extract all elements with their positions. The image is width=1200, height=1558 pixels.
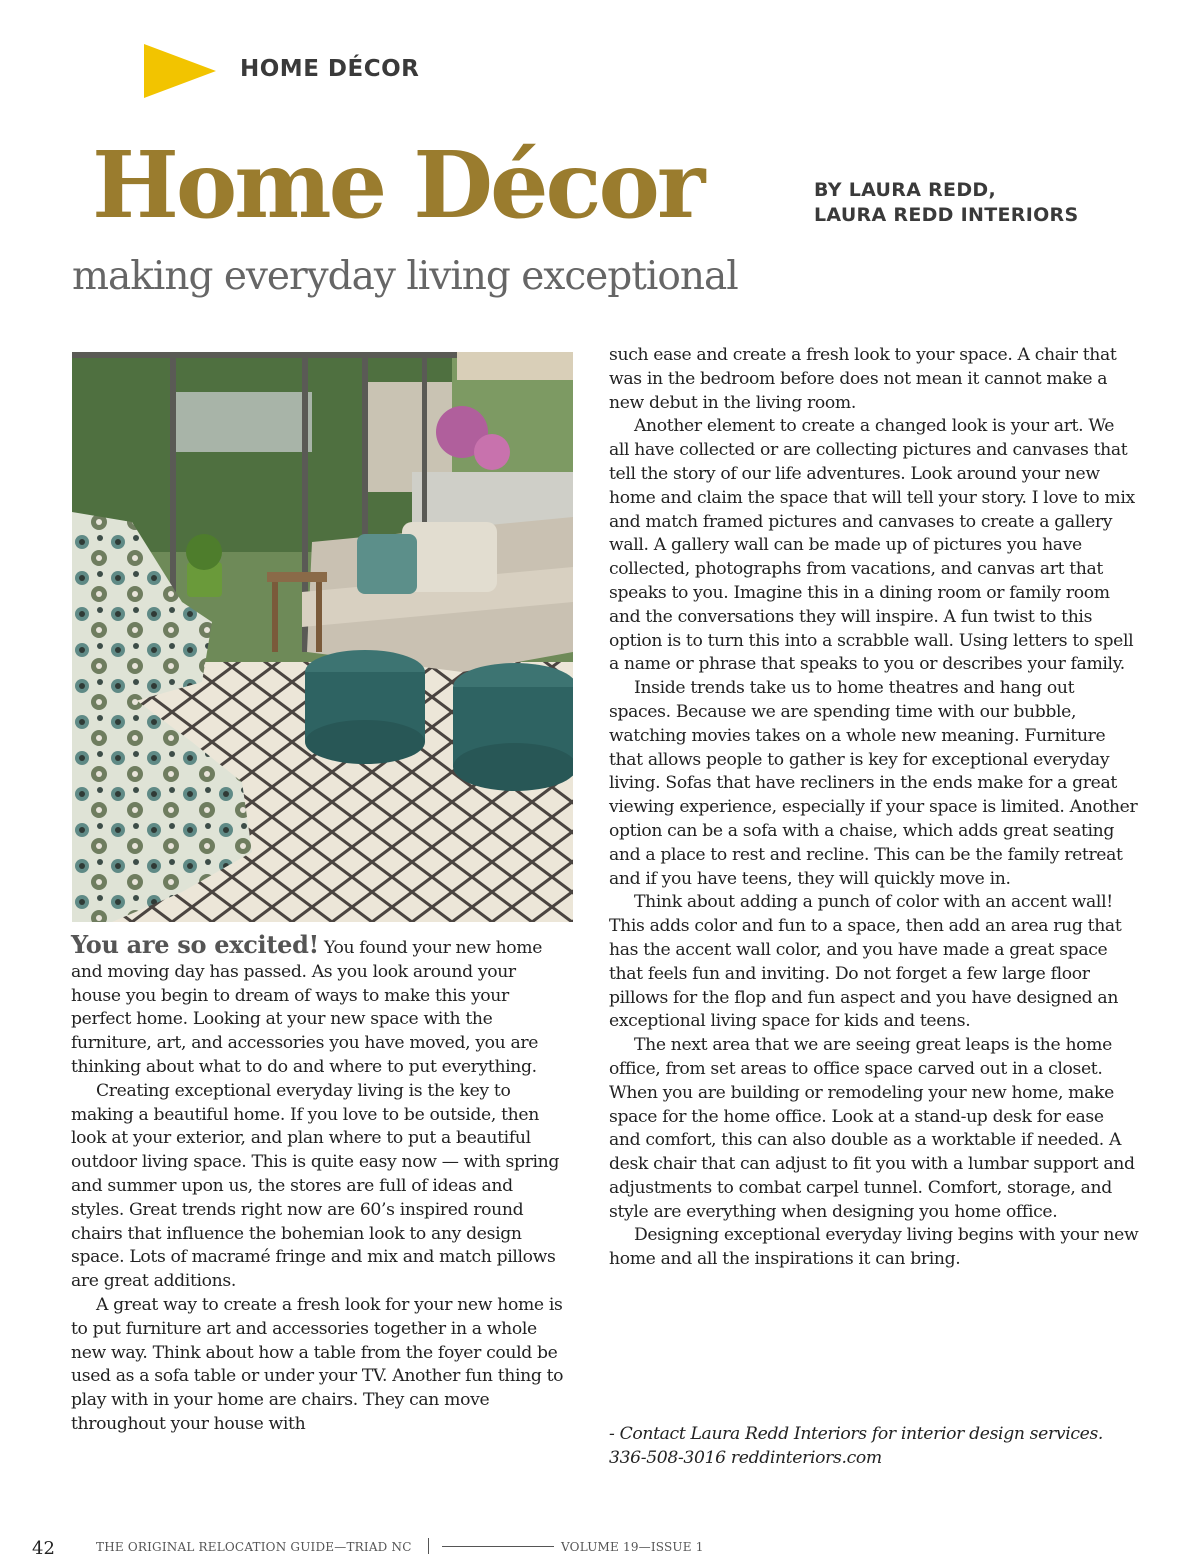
byline-company: LAURA REDD INTERIORS [814, 204, 1079, 226]
paragraph: Think about adding a punch of color with an accent wall! This adds color and fun to a space, then add an area rug that has the accent wall color, and you have made a great space that feels fun and inviting. Do not forget a few large floor pillows for the flop and fun aspect and you have designed an exceptional living space for kids and teens. [609, 892, 1122, 1032]
page-number: 42 [32, 1538, 55, 1558]
publication-name: THE ORIGINAL RELOCATION GUIDE—TRIAD NC [96, 1540, 412, 1554]
footer-rule [442, 1546, 554, 1547]
paragraph: Another element to create a changed look is your art. We all have collected or are collecting pictures and canvases that tell the story of our life adventures. Look around your new home and claim the space that will tell your story. I love to mix and match framed pictures and canvases to create a gallery wall. A gallery wall can be made up of pictures you have collected, photographs from vacations, and canvas art that speaks to you. Imagine this in a dining room or family room and the conversations they will inspire. A fun twist to this option is to turn this into a scrabble wall. Using letters to spell a name or phrase that speaks to you or describes your family. [609, 416, 1135, 675]
article-column-left [71, 930, 566, 1437]
page-footer [0, 1530, 1200, 1558]
paragraph: Creating exceptional everyday living is the key to making a beautiful home. If you love to be outside, then look at your exterior, and plan where to put a beautiful outdoor living space. This is quite easy now — with spring and summer upon us, the stores are full of ideas and styles. Great trends right now are 60’s inspired round chairs that influence the bohemian look to any design space. Lots of macramé fringe and mix and match pillows are great additions. [71, 1080, 560, 1292]
footer-divider [428, 1538, 429, 1554]
article-subtitle: making everyday living exceptional [72, 254, 738, 299]
volume-issue: VOLUME 19—ISSUE 1 [561, 1540, 704, 1554]
paragraph: such ease and create a fresh look to your space. A chair that was in the bedroom before does not mean it cannot make a new debut in the living room. [609, 345, 1117, 413]
byline-author: BY LAURA REDD, [814, 179, 996, 201]
intro-text: You found your new home and moving day has passed. As you look around your house you begin to dream of ways to make this your perfect home. Looking at your new space with the furniture, art, and accessories you have moved, you are thinking about what to do and where to put everything. [71, 938, 543, 1077]
living-room-photo [72, 352, 573, 922]
contact-note: - Contact Laura Redd Interiors for interior design services. 336-508-3016 reddinteriors.com [609, 1424, 1104, 1468]
lead-in: You are so excited! [71, 930, 319, 959]
section-label: HOME DÉCOR [240, 56, 420, 82]
paragraph: A great way to create a fresh look for your new home is to put furniture art and accessories together in a whole new way. Think about how a table from the foyer could be used as a sofa table or under your TV. Another fun thing to play with in your home are chairs. They can move throughout your house with [71, 1294, 564, 1434]
article-column-right [609, 344, 1139, 1272]
intro-paragraph [71, 930, 566, 1080]
article-title: Home Décor [92, 131, 703, 239]
paragraph: The next area that we are seeing great leaps is the home office, from set areas to office space carved out in a closet. When you are building or remodeling your new home, make space for the home office. Look at a stand-up desk for ease and comfort, this can also double as a worktable if needed. A desk chair that can adjust to fit you with a lumbar support and adjustments to combat carpel tunnel. Comfort, storage, and style are everything when designing you home office. [609, 1035, 1135, 1222]
paragraph: Designing exceptional everyday living begins with your new home and all the inspirations it can bring. [609, 1225, 1139, 1270]
section-flag-icon [144, 44, 216, 98]
paragraph: Inside trends take us to home theatres and hang out spaces. Because we are spending time with our bubble, watching movies takes on a whole new meaning. Furniture that allows people to gather is key for exceptional everyday living. Sofas that have recliners in the ends make for a great viewing experience, especially if your space is limited. Another option can be a sofa with a chaise, which adds great seating and a place to rest and recline. This can be the family retreat and if you have teens, they will quickly move in. [609, 678, 1138, 889]
byline [814, 178, 1078, 228]
